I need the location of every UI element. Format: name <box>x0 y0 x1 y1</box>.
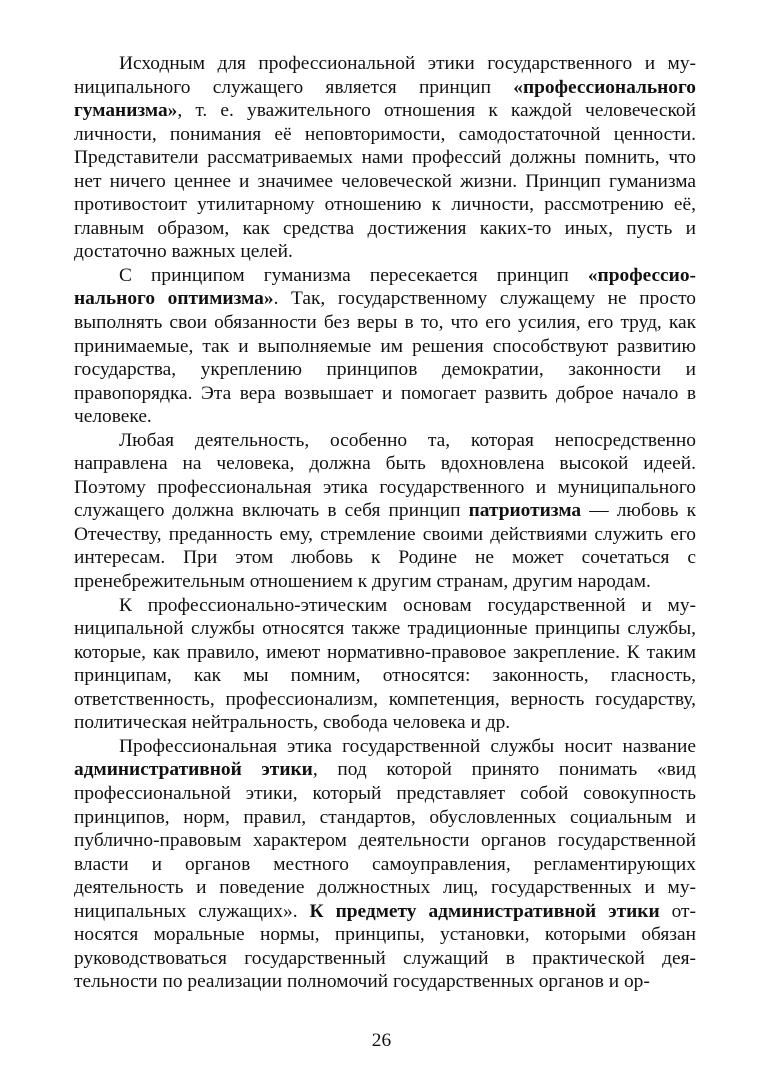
text-run: Профессиональная этика государственной службы носит название <box>119 735 696 757</box>
paragraph <box>74 594 696 735</box>
text-run: , под которой принято понимать «вид профессиональной этики, который представляет собой совокупность принципов, норм, правил, стандартов, обусловленных социальным и публично-правовым характером деятельности органов государственной власти и органов местного самоуправления, регламентирующих деятельность и поведение должностных лиц, государственных и муниципальных служащих». <box>74 759 696 922</box>
paragraph <box>74 52 696 264</box>
text-run: . Так, государственному служащему не просто выполнять свои обязанности без веры в то, что его усилия, его труд, как принимаемые, так и выполняемые им решения способствуют развитию государства, укреплению принципов демократии, законности и правопорядка. Эта вера возвышает и помогает развить доброе начало в человеке. <box>74 288 696 428</box>
text-run: К профессионально-этическим основам государственной и муниципальной службы относятся также традиционные принципы службы, которые, как правило, имеют нормативно-правовое закрепление. К таким принципам, как мы помним, относятся: законность, гласность, ответственность, профессионализм, компетенция, верность государству, политическая нейтральность, свобода человека и др. <box>74 594 696 734</box>
text-run: относятся моральные нормы, принципы, установки, которыми обязан руководствоваться государственный служащий в практической деятельности по реализации полномочий государственных органов и ор- <box>74 900 697 993</box>
text-run: Любая деятельность, особенно та, которая непосредственно направлена на человека, должна быть вдохновлена высокой идеей. Поэтому профессиональная этика государственного и муниципального служащего должна включать в себя принцип <box>74 429 696 522</box>
bold-term: «профессионального оптимизма» <box>74 264 696 310</box>
paragraph <box>74 429 696 594</box>
text-run: — любовь к Отечеству, преданность ему, стремление своими действиями служить его интересам. При этом любовь к Родине не может сочетаться с пренебрежительным отношением к другим странам, другим народам. <box>74 500 696 593</box>
text-run: , т. е. уважительного отношения к каждой человеческой личности, понимания её неповторимости, самодостаточной ценности. Представители рассматриваемых нами профессий должны помнить, что нет ничего ценнее и значимее человеческой жизни. Принцип гуманизма противостоит утилитарному отношению к личности, рассмотрению её, главным образом, как средства достижения каких-то иных, пусть и достаточно важных целей. <box>74 100 696 263</box>
text-run: С принципом гуманизма пересекается принцип <box>119 264 588 286</box>
body-text <box>74 52 696 994</box>
bold-term: К предмету административной этики <box>309 900 660 922</box>
page-number: 26 <box>371 1030 392 1051</box>
paragraph <box>74 264 696 429</box>
bold-term: патриотизма <box>468 500 582 522</box>
text-run: Исходным для профессиональной этики государственного и муниципального служащего является принцип <box>74 53 696 98</box>
bold-term: административной этики <box>74 759 313 781</box>
bold-term: «профессионального гуманизма» <box>74 76 696 122</box>
paragraph <box>74 735 696 994</box>
